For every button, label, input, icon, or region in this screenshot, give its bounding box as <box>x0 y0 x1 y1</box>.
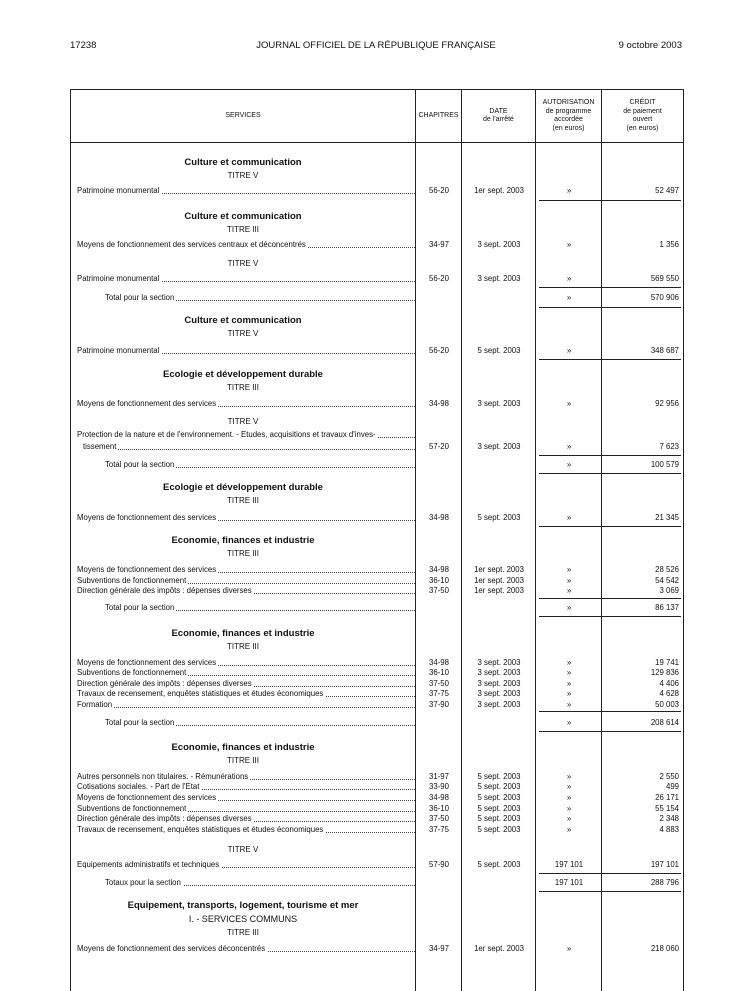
section-subtitle: TITRE III <box>227 928 259 937</box>
table-row <box>71 603 683 613</box>
section-subtitle: TITRE V <box>227 259 259 268</box>
credit-cell: 19 741 <box>655 658 679 667</box>
date-cell: 1er sept. 2003 <box>474 565 524 574</box>
service-label: Equipements administratifs et techniques <box>77 860 220 869</box>
column-header-services: SERVICES <box>225 111 261 119</box>
section-title: Equipement, transports, logement, tourisme et mer <box>127 900 359 911</box>
credit-cell: 55 154 <box>655 804 679 813</box>
date-cell: 3 sept. 2003 <box>477 658 521 667</box>
service-label: Total pour la section <box>105 460 175 469</box>
credit-cell: 197 101 <box>650 860 679 869</box>
autorisation-cell: » <box>566 240 572 249</box>
date-cell: 5 sept. 2003 <box>477 793 521 802</box>
dot-leader <box>77 707 415 708</box>
date-cell: 3 sept. 2003 <box>477 240 521 249</box>
column-rule <box>539 711 681 712</box>
table-row <box>71 689 683 699</box>
section-title: Culture et communication <box>184 211 302 222</box>
service-label: Formation <box>77 700 113 709</box>
column-rule <box>539 455 681 456</box>
autorisation-cell: » <box>566 442 572 451</box>
table-row <box>71 513 683 523</box>
service-cell <box>83 442 415 452</box>
credit-cell: 4 628 <box>659 689 679 698</box>
column-rule <box>539 731 681 732</box>
section-title: Economie, finances et industrie <box>171 535 315 546</box>
chapitre-cell: 34-98 <box>429 565 449 574</box>
section-subtitle: TITRE III <box>227 756 259 765</box>
service-cell <box>105 878 415 888</box>
service-cell <box>77 679 415 689</box>
table-row <box>71 346 683 356</box>
service-cell <box>77 804 415 814</box>
dot-leader <box>83 449 415 450</box>
service-cell <box>77 240 415 250</box>
service-cell <box>77 565 415 575</box>
service-label: Subventions de fonctionnement <box>77 668 187 677</box>
section-subtitle: TITRE III <box>227 642 259 651</box>
service-label: Travaux de recensement, enquêtes statistiques et études économiques <box>77 689 324 698</box>
autorisation-cell: » <box>566 346 572 355</box>
autorisation-cell: » <box>566 293 572 302</box>
credit-cell: 208 614 <box>650 718 679 727</box>
autorisation-cell: » <box>566 944 572 953</box>
chapitre-cell: 37-75 <box>429 689 449 698</box>
credit-cell: 26 171 <box>655 793 679 802</box>
chapitre-cell: 34-98 <box>429 513 449 522</box>
chapitre-cell: 36-10 <box>429 668 449 677</box>
credit-cell: 499 <box>665 782 679 791</box>
autorisation-cell: » <box>566 658 572 667</box>
service-cell <box>77 825 415 835</box>
chapitre-cell: 56-20 <box>429 346 449 355</box>
service-cell <box>105 603 415 613</box>
table-row <box>71 825 683 835</box>
table-row <box>71 772 683 782</box>
section-subtitle: TITRE V <box>227 845 259 854</box>
date-cell: 5 sept. 2003 <box>477 772 521 781</box>
chapitre-cell: 34-97 <box>429 944 449 953</box>
table-row <box>71 576 683 586</box>
service-cell <box>77 814 415 824</box>
date-cell: 5 sept. 2003 <box>477 825 521 834</box>
page-number: 17238 <box>70 40 97 51</box>
table-row <box>71 186 683 196</box>
service-cell <box>77 782 415 792</box>
service-label: Protection de la nature et de l'environnement. - Etudes, acquisitions et travaux d'inves- <box>77 430 376 439</box>
autorisation-cell: 197 101 <box>554 860 584 869</box>
column-rule <box>539 287 681 288</box>
table-row <box>71 804 683 814</box>
section-subtitle: TITRE III <box>227 383 259 392</box>
service-label: Cotisations sociales. - Part de l'Etat <box>77 782 200 791</box>
journal-title: JOURNAL OFFICIEL DE LA RÉPUBLIQUE FRANÇAISE <box>256 40 496 51</box>
date-cell: 1er sept. 2003 <box>474 944 524 953</box>
service-cell <box>77 513 415 523</box>
service-label: Total pour la section <box>105 293 175 302</box>
service-label: Moyens de fonctionnement des services <box>77 513 217 522</box>
table-body <box>71 90 683 991</box>
service-label: Patrimoine monumental <box>77 274 160 283</box>
service-cell <box>77 772 415 782</box>
autorisation-cell: » <box>566 186 572 195</box>
chapitre-cell: 34-98 <box>429 399 449 408</box>
credit-cell: 569 550 <box>650 274 679 283</box>
section-subtitle: TITRE III <box>227 225 259 234</box>
table-row <box>71 274 683 284</box>
service-cell <box>77 658 415 668</box>
credit-cell: 4 406 <box>659 679 679 688</box>
date-cell: 3 sept. 2003 <box>477 442 521 451</box>
date-cell: 5 sept. 2003 <box>477 814 521 823</box>
service-cell <box>105 718 415 728</box>
chapitre-cell: 36-10 <box>429 576 449 585</box>
credit-cell: 2 550 <box>659 772 679 781</box>
chapitre-cell: 36-10 <box>429 804 449 813</box>
table-row <box>71 944 683 954</box>
date-cell: 3 sept. 2003 <box>477 700 521 709</box>
table-row <box>71 430 683 440</box>
column-rule <box>539 200 681 201</box>
table-row <box>71 860 683 870</box>
date-cell: 1er sept. 2003 <box>474 586 524 595</box>
table-row <box>71 718 683 728</box>
section-title: Ecologie et développement durable <box>163 369 323 380</box>
service-label: Travaux de recensement, enquêtes statistiques et études économiques <box>77 825 324 834</box>
date-cell: 3 sept. 2003 <box>477 679 521 688</box>
table-row <box>71 565 683 575</box>
service-label: Subventions de fonctionnement <box>77 804 187 813</box>
autorisation-cell: » <box>566 586 572 595</box>
section-subtitle: TITRE III <box>227 496 259 505</box>
chapitre-cell: 37-90 <box>429 700 449 709</box>
chapitre-cell: 34-97 <box>429 240 449 249</box>
service-label: Autres personnels non titulaires. - Rémunérations <box>77 772 249 781</box>
column-header-date: DATE de l'arrêté <box>483 107 514 123</box>
chapitre-cell: 34-98 <box>429 658 449 667</box>
chapitre-cell: 57-20 <box>429 442 449 451</box>
autorisation-cell: » <box>566 513 572 522</box>
column-header-autorisation: AUTORISATION de programme accordée (en euros) <box>542 99 595 132</box>
credit-cell: 54 542 <box>655 576 679 585</box>
table-row <box>71 293 683 303</box>
autorisation-cell: » <box>566 804 572 813</box>
table-row <box>71 240 683 250</box>
credit-cell: 3 069 <box>659 586 679 595</box>
section-subtitle: TITRE V <box>227 329 259 338</box>
section-title: Culture et communication <box>184 315 302 326</box>
autorisation-cell: » <box>566 399 572 408</box>
date-cell: 5 sept. 2003 <box>477 804 521 813</box>
column-rule <box>539 526 681 527</box>
autorisation-cell: » <box>566 793 572 802</box>
autorisation-cell: » <box>566 565 572 574</box>
section-subtitle: TITRE III <box>227 549 259 558</box>
date-cell: 5 sept. 2003 <box>477 782 521 791</box>
autorisation-cell: » <box>566 689 572 698</box>
autorisation-cell: » <box>566 782 572 791</box>
date-cell: 3 sept. 2003 <box>477 399 521 408</box>
credits-table <box>70 89 684 991</box>
date-cell: 5 sept. 2003 <box>477 513 521 522</box>
credit-cell: 28 526 <box>655 565 679 574</box>
autorisation-cell: » <box>566 825 572 834</box>
credit-cell: 100 579 <box>650 460 679 469</box>
chapitre-cell: 37-75 <box>429 825 449 834</box>
date-cell: 3 sept. 2003 <box>477 668 521 677</box>
credit-cell: 348 687 <box>650 346 679 355</box>
service-label: Patrimoine monumental <box>77 346 160 355</box>
table-row <box>71 586 683 596</box>
service-label: Direction générale des impôts : dépenses diverses <box>77 679 252 688</box>
service-cell <box>77 689 415 699</box>
section-subtitle: TITRE V <box>227 171 259 180</box>
chapitre-cell: 56-20 <box>429 186 449 195</box>
credit-cell: 52 497 <box>655 186 679 195</box>
table-row <box>71 460 683 470</box>
column-rule <box>539 359 681 360</box>
credit-cell: 50 003 <box>655 700 679 709</box>
table-row <box>71 442 683 452</box>
service-label: Total pour la section <box>105 718 175 727</box>
service-label: Patrimoine monumental <box>77 186 160 195</box>
service-cell <box>105 460 415 470</box>
credit-cell: 86 137 <box>655 603 679 612</box>
running-header <box>70 40 682 54</box>
table-row <box>71 793 683 803</box>
section-title: Ecologie et développement durable <box>163 482 323 493</box>
column-header-chapitres: CHAPITRES <box>418 111 459 119</box>
service-cell <box>105 293 415 303</box>
section-title: Economie, finances et industrie <box>171 628 315 639</box>
credit-cell: 288 796 <box>650 878 679 887</box>
table-row <box>71 658 683 668</box>
credit-cell: 21 345 <box>655 513 679 522</box>
autorisation-cell: » <box>566 576 572 585</box>
date-cell: 5 sept. 2003 <box>477 346 521 355</box>
column-rule <box>539 616 681 617</box>
service-cell <box>77 430 415 440</box>
section-title: Culture et communication <box>184 157 302 168</box>
service-label: Moyens de fonctionnement des services <box>77 565 217 574</box>
service-cell <box>77 944 415 954</box>
chapitre-cell: 37-50 <box>429 814 449 823</box>
service-label: Moyens de fonctionnement des services <box>77 658 217 667</box>
credit-cell: 7 623 <box>659 442 679 451</box>
service-label: Direction générale des impôts : dépenses diverses <box>77 814 252 823</box>
chapitre-cell: 34-98 <box>429 793 449 802</box>
column-header-credit: CRÉDIT de paiement ouvert (en euros) <box>623 99 662 132</box>
service-label: Moyens de fonctionnement des services déconcentrés <box>77 944 266 953</box>
column-rule <box>539 891 681 892</box>
table-row <box>71 814 683 824</box>
service-label: Subventions de fonctionnement <box>77 576 187 585</box>
service-label: Direction générale des impôts : dépenses diverses <box>77 586 252 595</box>
date-cell: 5 sept. 2003 <box>477 860 521 869</box>
credit-cell: 4 883 <box>659 825 679 834</box>
service-cell <box>77 399 415 409</box>
credit-cell: 218 060 <box>650 944 679 953</box>
column-rule <box>539 473 681 474</box>
service-label: Totaux pour la section <box>105 878 181 887</box>
chapitre-cell: 56-20 <box>429 274 449 283</box>
service-label: tissement <box>83 442 117 451</box>
date-cell: 1er sept. 2003 <box>474 576 524 585</box>
issue-date: 9 octobre 2003 <box>618 40 682 51</box>
autorisation-cell: » <box>566 603 572 612</box>
chapitre-cell: 33-90 <box>429 782 449 791</box>
service-cell <box>77 586 415 596</box>
autorisation-cell: » <box>566 718 572 727</box>
column-rule <box>539 873 681 874</box>
credit-cell: 570 906 <box>650 293 679 302</box>
service-cell <box>77 186 415 196</box>
section-subtitle: I. - SERVICES COMMUNS <box>188 914 298 924</box>
autorisation-cell: » <box>566 814 572 823</box>
autorisation-cell: » <box>566 274 572 283</box>
autorisation-cell: » <box>566 668 572 677</box>
chapitre-cell: 37-50 <box>429 679 449 688</box>
service-cell <box>77 700 415 710</box>
table-row <box>71 700 683 710</box>
table-row <box>71 668 683 678</box>
table-row <box>71 878 683 888</box>
service-label: Moyens de fonctionnement des services <box>77 399 217 408</box>
autorisation-cell: » <box>566 772 572 781</box>
chapitre-cell: 37-50 <box>429 586 449 595</box>
credit-cell: 129 836 <box>650 668 679 677</box>
service-cell <box>77 274 415 284</box>
autorisation-cell: » <box>566 679 572 688</box>
column-rule <box>539 307 681 308</box>
credit-cell: 2 348 <box>659 814 679 823</box>
date-cell: 1er sept. 2003 <box>474 186 524 195</box>
service-label: Total pour la section <box>105 603 175 612</box>
autorisation-cell: » <box>566 460 572 469</box>
chapitre-cell: 31-97 <box>429 772 449 781</box>
table-row <box>71 399 683 409</box>
date-cell: 3 sept. 2003 <box>477 274 521 283</box>
service-cell <box>77 793 415 803</box>
section-title: Economie, finances et industrie <box>171 742 315 753</box>
service-label: Moyens de fonctionnement des services centraux et déconcentrés <box>77 240 306 249</box>
date-cell: 3 sept. 2003 <box>477 689 521 698</box>
service-cell <box>77 576 415 586</box>
credit-cell: 1 356 <box>659 240 679 249</box>
credit-cell: 92 956 <box>655 399 679 408</box>
service-label: Moyens de fonctionnement des services <box>77 793 217 802</box>
section-subtitle: TITRE V <box>227 417 259 426</box>
autorisation-cell: » <box>566 700 572 709</box>
service-cell <box>77 860 415 870</box>
column-rule <box>539 598 681 599</box>
autorisation-cell: 197 101 <box>554 878 584 887</box>
service-cell <box>77 346 415 356</box>
service-cell <box>77 668 415 678</box>
table-row <box>71 782 683 792</box>
table-row <box>71 679 683 689</box>
chapitre-cell: 57-90 <box>429 860 449 869</box>
